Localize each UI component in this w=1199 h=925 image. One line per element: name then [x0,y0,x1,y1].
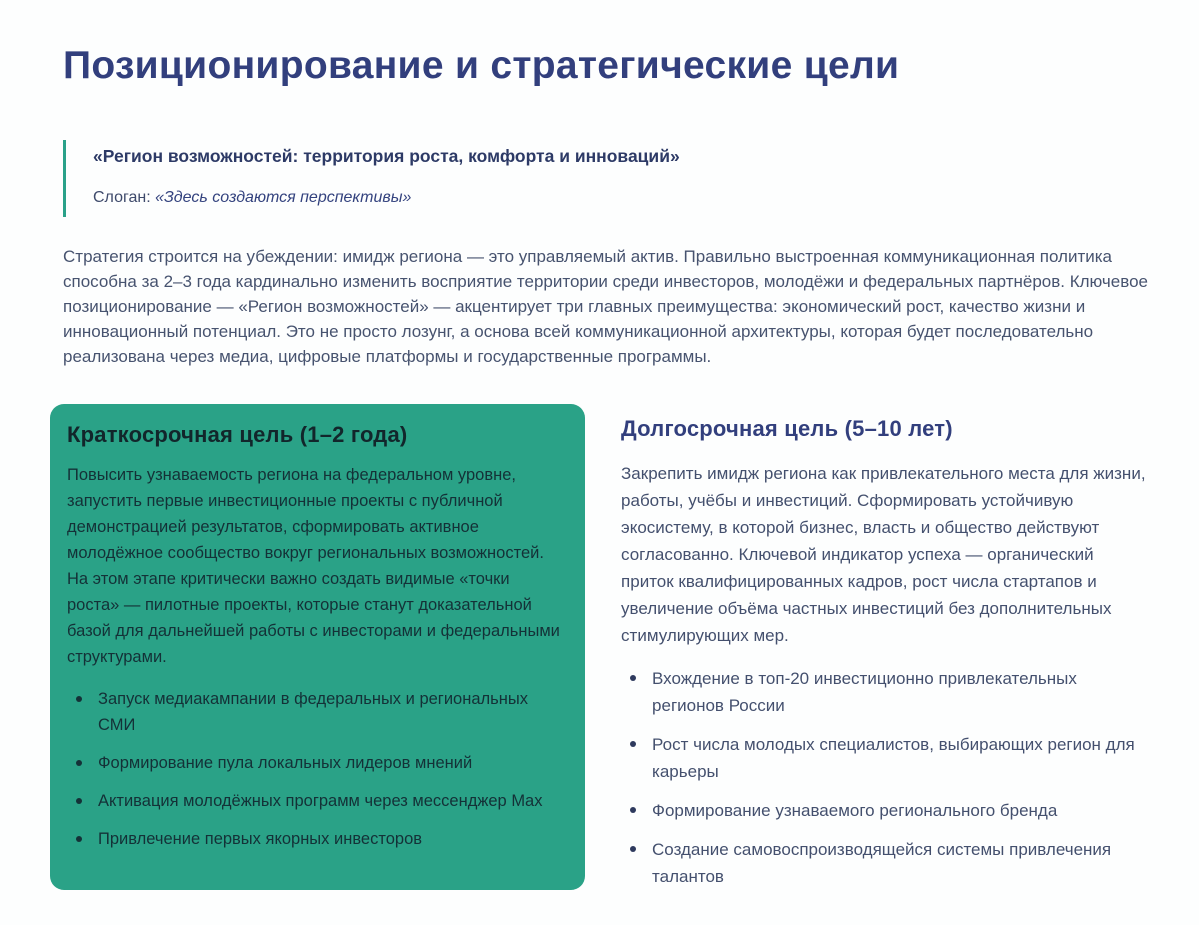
list-item [67,788,563,814]
bullet-dot-icon [630,741,636,747]
slogan-text: «Здесь создаются перспективы» [155,189,412,206]
list-item [621,836,1150,890]
long-term-bullet-list [621,665,1150,890]
intro-paragraph: Стратегия строится на убеждении: имидж региона — это управляемый актив. Правильно выстроенная коммуникационная политика способна за 2–3 года кардинально изменить восприятие территории среди инвесторов, молодёжи и федеральных партнёров. Ключевое позиционирование — «Регион возможностей» — акцентирует три главных преимущества: экономический рост, качество жизни и инновационный потенциал. Это не просто лозунг, а основа всей коммуникационной архитектуры, которая будет последовательно реализована через медиа, цифровые платформы и государственные программы. [63,247,1148,366]
long-term-goal-body: Закрепить имидж региона как привлекательного места для жизни, работы, учёбы и инвестиций. Сформировать устойчивую экосистему, в которой бизнес, власть и общество действуют согласованно. Ключевой индикатор успеха — органический приток квалифицированных кадров, рост числа стартапов и увеличение объёма частных инвестиций без дополнительных стимулирующих мер. [621,464,1146,645]
bullet-dot-icon [76,696,82,702]
list-item [621,797,1150,824]
bullet-dot-icon [630,807,636,813]
short-term-goal-body: Повысить узнаваемость региона на федеральном уровне, запустить первые инвестиционные проекты с публичной демонстрацией результатов, сформировать активное молодёжное сообщество вокруг региональных возможностей. На этом этапе критически важно создать видимые «точки роста» — пилотные проекты, которые станут доказательной базой для дальнейшей работы с инвесторами и федеральными структурами. [67,466,560,666]
list-item [67,686,563,738]
bullet-text: Создание самовоспроизводящейся системы привлечения талантов [652,840,1112,886]
slogan-label: Слоган: [93,189,156,206]
short-term-goal-card [50,404,585,890]
goals-columns [50,404,1150,890]
bullet-dot-icon [630,675,636,681]
bullet-text: Привлечение первых якорных инвесторов [98,830,423,848]
short-term-bullet-list [67,686,563,852]
bullet-dot-icon [76,836,82,842]
positioning-quote-block [63,140,1150,217]
long-term-goal-section [621,404,1150,890]
long-term-goal-title: Долгосрочная цель (5–10 лет) [621,416,953,441]
list-item [67,750,563,776]
short-term-goal-title: Краткосрочная цель (1–2 года) [67,422,408,447]
bullet-dot-icon [76,760,82,766]
bullet-text: Активация молодёжных программ через мессенджер Max [98,792,543,810]
bullet-text: Запуск медиакампании в федеральных и региональных СМИ [98,690,528,734]
slogan-line [93,189,1150,207]
bullet-dot-icon [630,846,636,852]
bullet-text: Формирование узнаваемого регионального бренда [652,801,1058,820]
bullet-text: Рост числа молодых специалистов, выбирающих регион для карьеры [652,735,1135,781]
positioning-statement: «Регион возможностей: территория роста, комфорта и инноваций» [93,146,680,166]
bullet-text: Вхождение в топ-20 инвестиционно привлекательных регионов России [652,669,1077,715]
list-item [67,826,563,852]
list-item [621,731,1150,785]
list-item [621,665,1150,719]
bullet-dot-icon [76,798,82,804]
page-title: Позиционирование и стратегические цели [63,44,900,87]
bullet-text: Формирование пула локальных лидеров мнений [98,754,473,772]
